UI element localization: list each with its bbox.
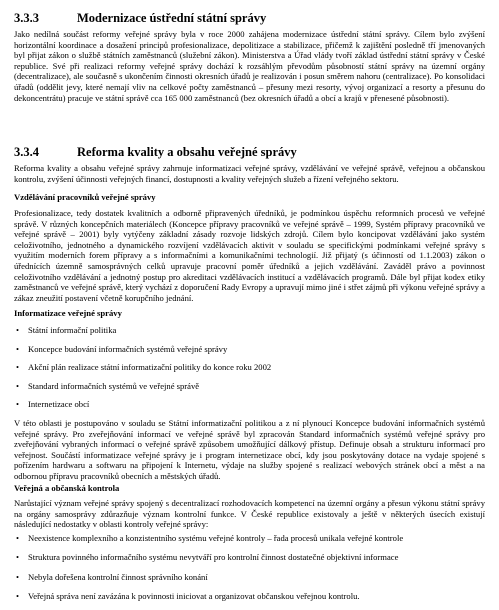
list-kontrola [14, 533, 485, 610]
bullet-icon: • [16, 590, 20, 601]
subheading-vzdelavani: Vzdělávání pracovníků veřejné správy [14, 192, 156, 202]
bullet-icon: • [16, 380, 20, 391]
list-item: • Státní informační politika [16, 325, 117, 335]
section-heading-3-3-3 [14, 11, 266, 25]
bullet-icon: • [16, 571, 20, 582]
list-item: • Struktura povinného informačního systému nevytváří pro kontrolní činnost dostatečné objektivní informace [16, 552, 399, 563]
subheading-kontrola: Veřejná a občanská kontrola [14, 483, 120, 493]
section-number: 3.3.4 [14, 145, 39, 159]
list-item: • Neexistence komplexního a konzistentního systému veřejné kontroly – řada procesů unikala veřejné kontrole [16, 533, 404, 543]
list-item: • Koncepce budování informačních systémů veřejné správy [16, 343, 228, 354]
paragraph-vzdelavani: Profesionalizace, tedy dostatek kvalitních a odborně připravených úředníků, je podmínkou úspěchu reformních procesů ve veřejné správě. V různých koncepčních materiálech (Koncepce přípravy pracovníků ve veřejné správě – 1999, Systém přípravy pracovníků ve veřejné správě – 2001) byly vytýčeny základní zásady rozvoje lidských zdrojů. Cílem bylo koncipovat vzdělávání jako systém celoživotního, jednotného a dynamického rozvíjení vzdělávacích aktivit v souladu se specifickými podmínkami veřejné správy s využitím moderních forem přípravy a s informačními a komunikačními technologií. Již přijatý (s účinností od 1.1.2003) zákon o úřednících územně samosprávných celků upravuje pracovní poměr úředníků a jejich vzdělávání. Zaváděl právo a povinnost celoživotního vzdělávání a jednotný postup pro akreditaci vzdělávacích institucí a vzdělávacích programů. Dále byl přijat kodex etiky zaměstnanců ve veřejné správě, který vychází z doporučení Rady Evropy a upravují mimo jiné i střet zájmů při výkonu veřejné správy a zákaz zneužití postavení včetně korupčního jednání. [14, 208, 485, 303]
list-item: • Internetizace obcí [16, 399, 90, 409]
bullet-icon: • [16, 533, 20, 543]
list-item: • Nebyla dořešena kontrolní činnost správního konání [16, 571, 208, 582]
section-title: Modernizace ústřední státní správy [77, 11, 267, 25]
paragraph-kontrola: Narůstající význam veřejné správy spojený s decentralizací rozhodovacích kompetencí na územní orgány a přesun výkonu státní správy na orgány samosprávy zdůrazňuje význam kontrolní funkce. V České republice existovaly a ještě v některých úsecích existují následující nedostatky v oblasti kontroly veřejné správy: [14, 498, 485, 530]
subheading-informatizace: Informatizace veřejné správy [14, 308, 122, 318]
list-item: • Standard informačních systémů ve veřejné správě [16, 380, 200, 391]
list-informatizace [14, 325, 485, 418]
list-item: • Veřejná správa není zavázána k povinnosti iniciovat a organizovat občanskou veřejnou kontrolu. [16, 590, 360, 601]
bullet-icon: • [16, 552, 20, 563]
section-heading-3-3-4 [14, 145, 297, 159]
paragraph-modernizace: Jako nedílná součást reformy veřejné správy byla v roce 2000 zahájena modernizace ústřední státní správy. Cílem bylo zvýšení horizontální koordinace a dosažení principů profesionalizace, depolitizace a stabilizace, přičemž k zajištění posledně tří jmenovaných byl přijat zákon o službě státních zaměstnanců (služební zákon). Ministerstva a Úřad vlády tvoří základ ústřední státní správy v České republice. Své při realizaci reformy veřejné správy dochází k rozsáhlým převodům působností státní správy na územní orgány (decentralizace), ale současně s ukončením činnosti okresních úřadů je realizován i posun směrem nahoru (centralizace). Po konsolidaci úřadů (oddělit jevy, které nemají vliv na celkové počty zaměstnanců – přesuny mezi resorty, vývoj organizací a resorty a přesunu do dekoncentrátu) pracuje ve státní správě cca 165 000 zaměstnanců (bez okresních úřadů a obcí a krajů v přenesené působnosti). [14, 29, 485, 103]
list-item: • Akční plán realizace státní informatizační politiky do konce roku 2002 [16, 362, 272, 372]
paragraph-reforma-intro: Reforma kvality a obsahu veřejné správy zahrnuje informatizaci veřejné správy, vzdělávání ve veřejné správě, veřejnou a občanskou kontrolu, zvýšení účinnosti veřejných financí, dostupnosti a kvality veřejných služeb a řízení veřejného sektoru. [14, 163, 485, 184]
paragraph-informatizace: V této oblasti je postupováno v souladu se Státní informatizační politikou a z ní plynoucí Koncepce budování informačních systémů veřejné správy. Pro zveřejňování informací ve veřejné správě byl zpracován Standard informačních systémů veřejné správy pro zveřejňování vybraných informací o veřejné správě způsobem umožňující dálkový přístup. Definuje obsah a strukturu informací pro veřejnost. Součástí informatizace veřejné správy je i program internetizace obcí, kdy jsou poskytovány dotace na vydaje spojené s pořízením hardwaru a softwaru na připojení k Internetu, výdaje na služby spojené s realizací webových stránek obcí a měst a na odbornou přípravu pracovníků obecních a městských úřadů. [14, 418, 485, 481]
bullet-icon: • [16, 399, 20, 409]
bullet-icon: • [16, 325, 20, 335]
section-number: 3.3.3 [14, 11, 39, 25]
bullet-icon: • [16, 343, 20, 354]
bullet-icon: • [16, 362, 20, 372]
section-title: Reforma kvality a obsahu veřejné správy [77, 145, 297, 159]
